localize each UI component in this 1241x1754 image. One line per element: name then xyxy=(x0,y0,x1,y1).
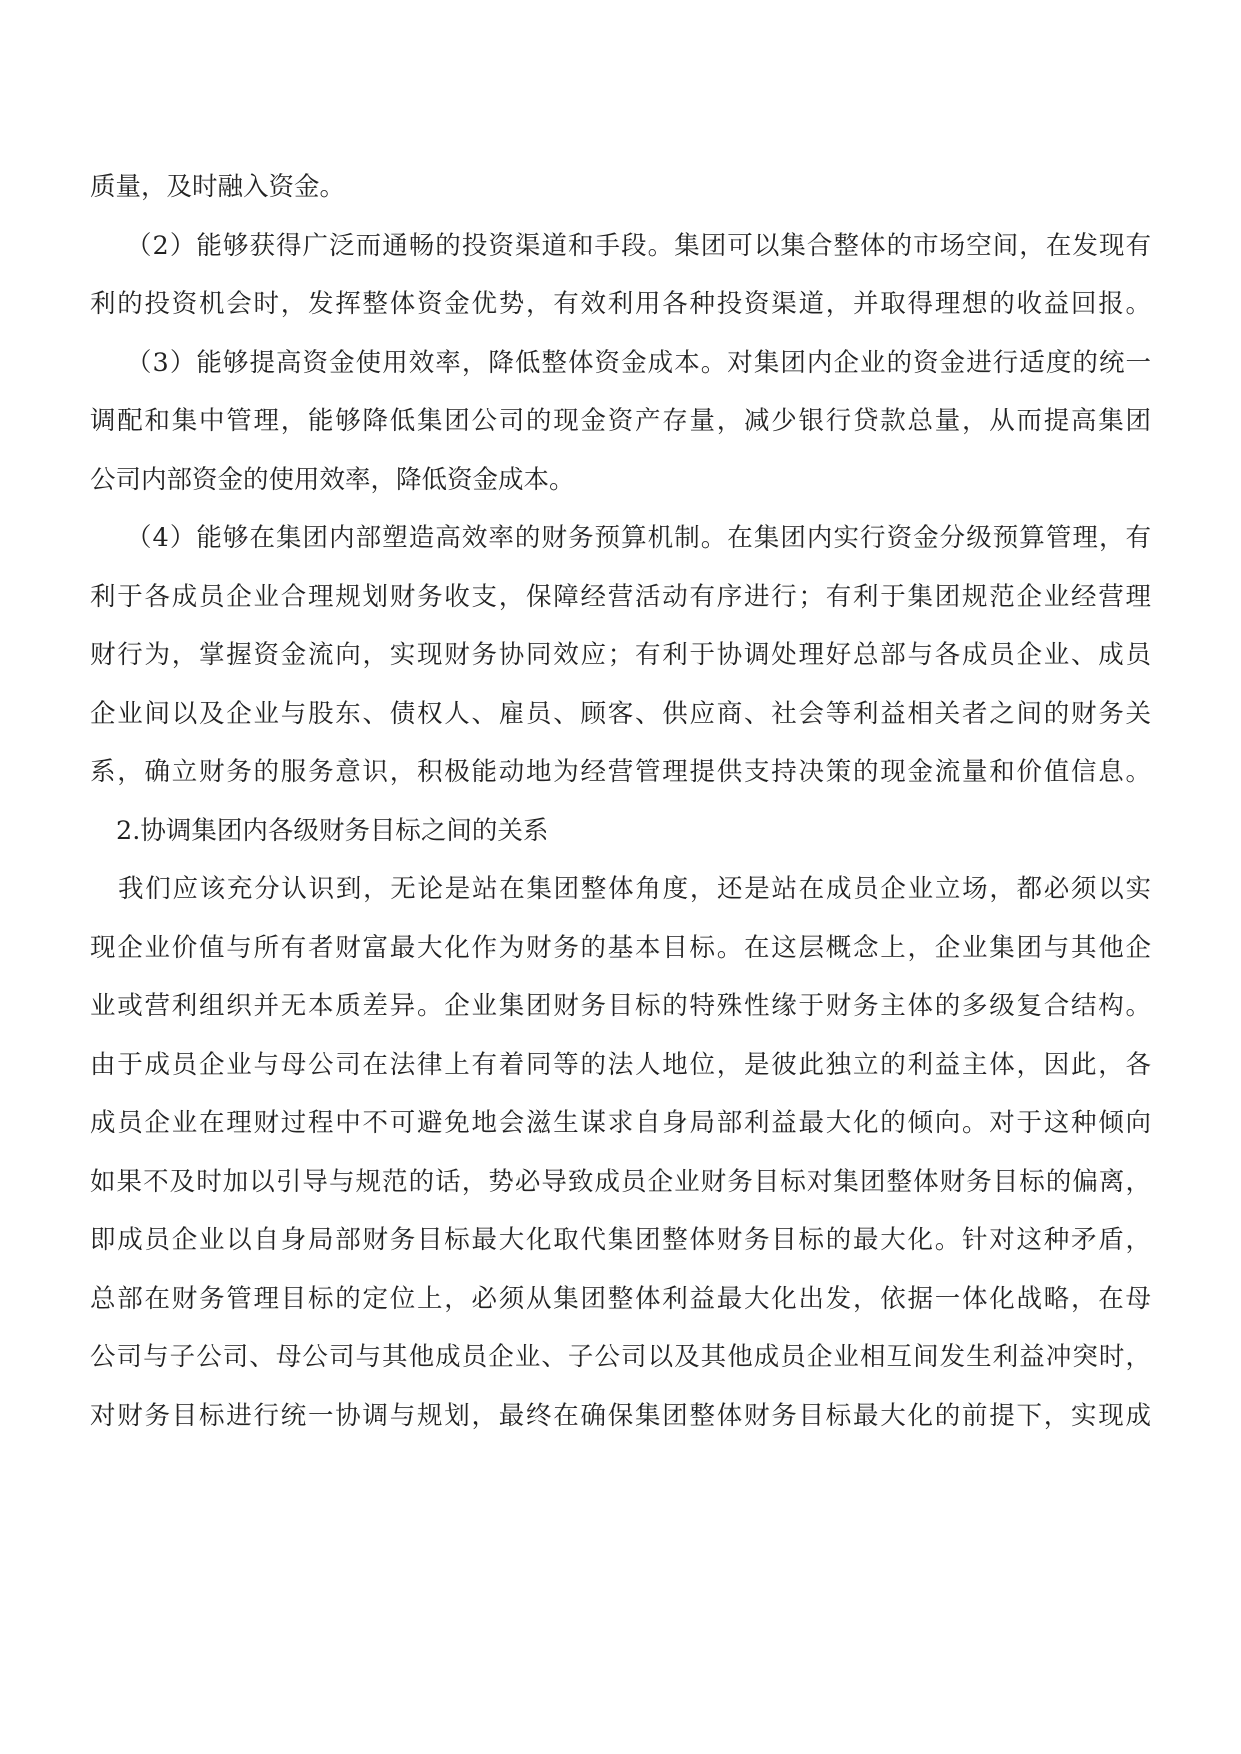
text-line: 业或营利组织并无本质差异。企业集团财务目标的特殊性缘于财务主体的多级复合结构。 xyxy=(90,991,1151,1021)
text-line: 利的投资机会时，发挥整体资金优势，有效利用各种投资渠道，并取得理想的收益回报。 xyxy=(90,289,1151,319)
section-heading: 2.协调集团内各级财务目标之间的关系 xyxy=(116,815,549,846)
text-line: 企业间以及企业与股东、债权人、雇员、顾客、供应商、社会等利益相关者之间的财务关 xyxy=(90,698,1151,729)
text-line: 调配和集中管理，能够降低集团公司的现金资产存量，减少银行贷款总量，从而提高集团 xyxy=(90,406,1151,436)
text-line: （2）能够获得广泛而通畅的投资渠道和手段。集团可以集合整体的市场空间，在发现有 xyxy=(126,230,1151,261)
text-line: （4）能够在集团内部塑造高效率的财务预算机制。在集团内实行资金分级预算管理，有 xyxy=(126,523,1151,553)
text-line: 对财务目标进行统一协调与规划，最终在确保集团整体财务目标最大化的前提下，实现成 xyxy=(90,1400,1151,1431)
text-line: 我们应该充分认识到，无论是站在集团整体角度，还是站在成员企业立场，都必须以实 xyxy=(118,874,1151,904)
text-line: 公司与子公司、母公司与其他成员企业、子公司以及其他成员企业相互间发生利益冲突时， xyxy=(90,1342,1151,1372)
text-line: 质量，及时融入资金。 xyxy=(90,172,346,202)
text-line: 成员企业在理财过程中不可避免地会滋生谋求自身局部利益最大化的倾向。对于这种倾向 xyxy=(90,1108,1151,1138)
text-line: 现企业价值与所有者财富最大化作为财务的基本目标。在这层概念上，企业集团与其他企 xyxy=(90,932,1151,963)
text-line: 由于成员企业与母公司在法律上有着同等的法人地位，是彼此独立的利益主体，因此，各 xyxy=(90,1049,1151,1080)
text-line: （3）能够提高资金使用效率，降低整体资金成本。对集团内企业的资金进行适度的统一 xyxy=(126,347,1151,378)
body-text xyxy=(90,158,1151,1445)
text-line: 财行为，掌握资金流向，实现财务协同效应；有利于协调处理好总部与各成员企业、成员 xyxy=(90,640,1151,670)
text-line: 利于各成员企业合理规划财务收支，保障经营活动有序进行；有利于集团规范企业经营理 xyxy=(90,581,1151,612)
text-line: 总部在财务管理目标的定位上，必须从集团整体利益最大化出发，依据一体化战略，在母 xyxy=(90,1283,1151,1314)
text-line: 如果不及时加以引导与规范的话，势必导致成员企业财务目标对集团整体财务目标的偏离， xyxy=(90,1166,1151,1197)
text-line: 系，确立财务的服务意识，积极能动地为经营管理提供支持决策的现金流量和价值信息。 xyxy=(90,757,1151,787)
text-line: 即成员企业以自身局部财务目标最大化取代集团整体财务目标的最大化。针对这种矛盾， xyxy=(90,1225,1151,1255)
text-line: 公司内部资金的使用效率，降低资金成本。 xyxy=(90,464,575,495)
